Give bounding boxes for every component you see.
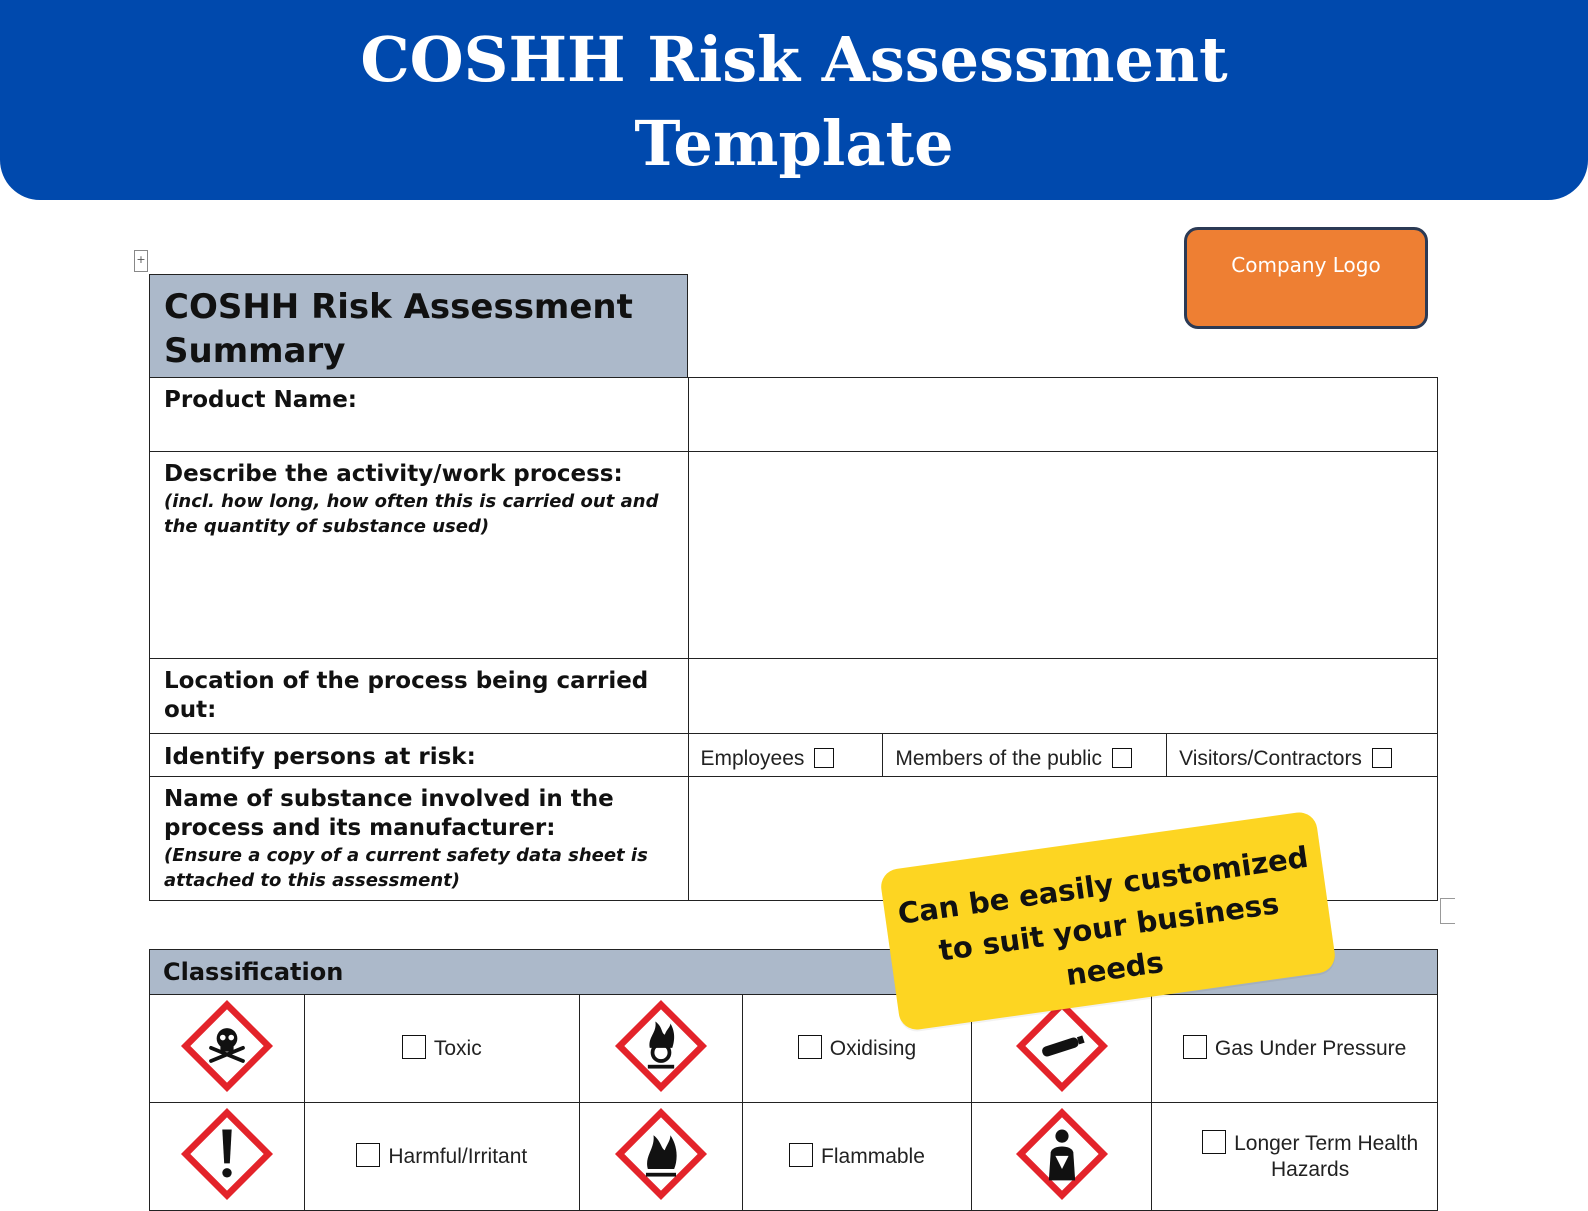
classification-heading: Classification — [163, 958, 344, 986]
substance-label: Name of substance involved in the process and its manufacturer: (Ensure a copy of a current safety data sheet is attached to this assessment) — [150, 777, 689, 901]
hazard-gas-under-pressure[interactable] — [1152, 995, 1438, 1103]
location-label: Location of the process being carried out: — [150, 659, 689, 734]
option-employees[interactable]: Employees — [688, 734, 883, 777]
product-name-field[interactable] — [688, 378, 1438, 452]
harmful-pictogram — [150, 1103, 305, 1211]
table-resize-handle[interactable] — [1440, 898, 1455, 924]
members-public-checkbox[interactable] — [1112, 748, 1132, 768]
health-checkbox[interactable] — [1202, 1130, 1226, 1154]
summary-heading-cell — [149, 274, 688, 378]
oxidising-pictogram — [579, 995, 742, 1103]
flame-over-circle-icon — [611, 999, 711, 1093]
company-logo-label: Company Logo — [1231, 253, 1381, 277]
flammable-pictogram — [579, 1103, 742, 1211]
oxidising-checkbox[interactable] — [798, 1035, 822, 1059]
hazard-long-term-health[interactable] — [1152, 1103, 1438, 1211]
visitors-checkbox[interactable] — [1372, 748, 1392, 768]
banner-title-line1: COSHH Risk Assessment — [360, 23, 1228, 96]
hazard-toxic[interactable] — [304, 995, 579, 1103]
health-hazard-pictogram — [972, 1103, 1152, 1211]
harmful-label: Harmful/Irritant — [388, 1145, 528, 1168]
oxidising-label: Oxidising — [829, 1037, 917, 1060]
toxic-pictogram — [150, 995, 305, 1103]
harmful-checkbox[interactable] — [356, 1143, 380, 1167]
hazard-table — [149, 994, 1438, 1211]
toxic-checkbox[interactable] — [402, 1035, 426, 1059]
skull-crossbones-icon — [177, 999, 277, 1093]
flammable-checkbox[interactable] — [789, 1143, 813, 1167]
product-name-label: Product Name: — [150, 378, 689, 452]
hazard-flammable[interactable] — [742, 1103, 972, 1211]
activity-note: (incl. how long, how often this is carried out and the quantity of substance used) — [164, 491, 659, 537]
option-visitors[interactable]: Visitors/Contractors — [1167, 734, 1438, 777]
health-hazard-icon — [1012, 1107, 1112, 1201]
persons-label: Identify persons at risk: — [150, 734, 689, 777]
activity-field[interactable] — [688, 452, 1438, 659]
location-field[interactable] — [688, 659, 1438, 734]
flammable-label: Flammable — [821, 1145, 925, 1168]
banner-title — [0, 18, 1588, 186]
health-label: Longer Term Health Hazards — [1234, 1132, 1419, 1181]
exclamation-icon — [177, 1107, 277, 1201]
gas-checkbox[interactable] — [1183, 1035, 1207, 1059]
substance-note: (Ensure a copy of a current safety data sheet is attached to this assessment) — [164, 845, 648, 891]
flame-icon — [611, 1107, 711, 1201]
table-move-handle[interactable]: + — [134, 250, 148, 272]
option-members-public[interactable]: Members of the public — [883, 734, 1167, 777]
summary-heading: COSHH Risk Assessment Summary — [164, 287, 633, 371]
toxic-label: Toxic — [433, 1037, 482, 1060]
title-banner — [0, 0, 1588, 200]
hazard-harmful[interactable] — [304, 1103, 579, 1211]
employees-checkbox[interactable] — [814, 748, 834, 768]
gas-label: Gas Under Pressure — [1214, 1037, 1407, 1060]
banner-title-line2: Template — [634, 107, 954, 180]
company-logo-placeholder — [1184, 227, 1428, 329]
callout-text: Can be easily customized to suit your business needs — [895, 839, 1311, 993]
activity-label: Describe the activity/work process: (incl. how long, how often this is carried out and the quantity of substance used) — [150, 452, 689, 659]
